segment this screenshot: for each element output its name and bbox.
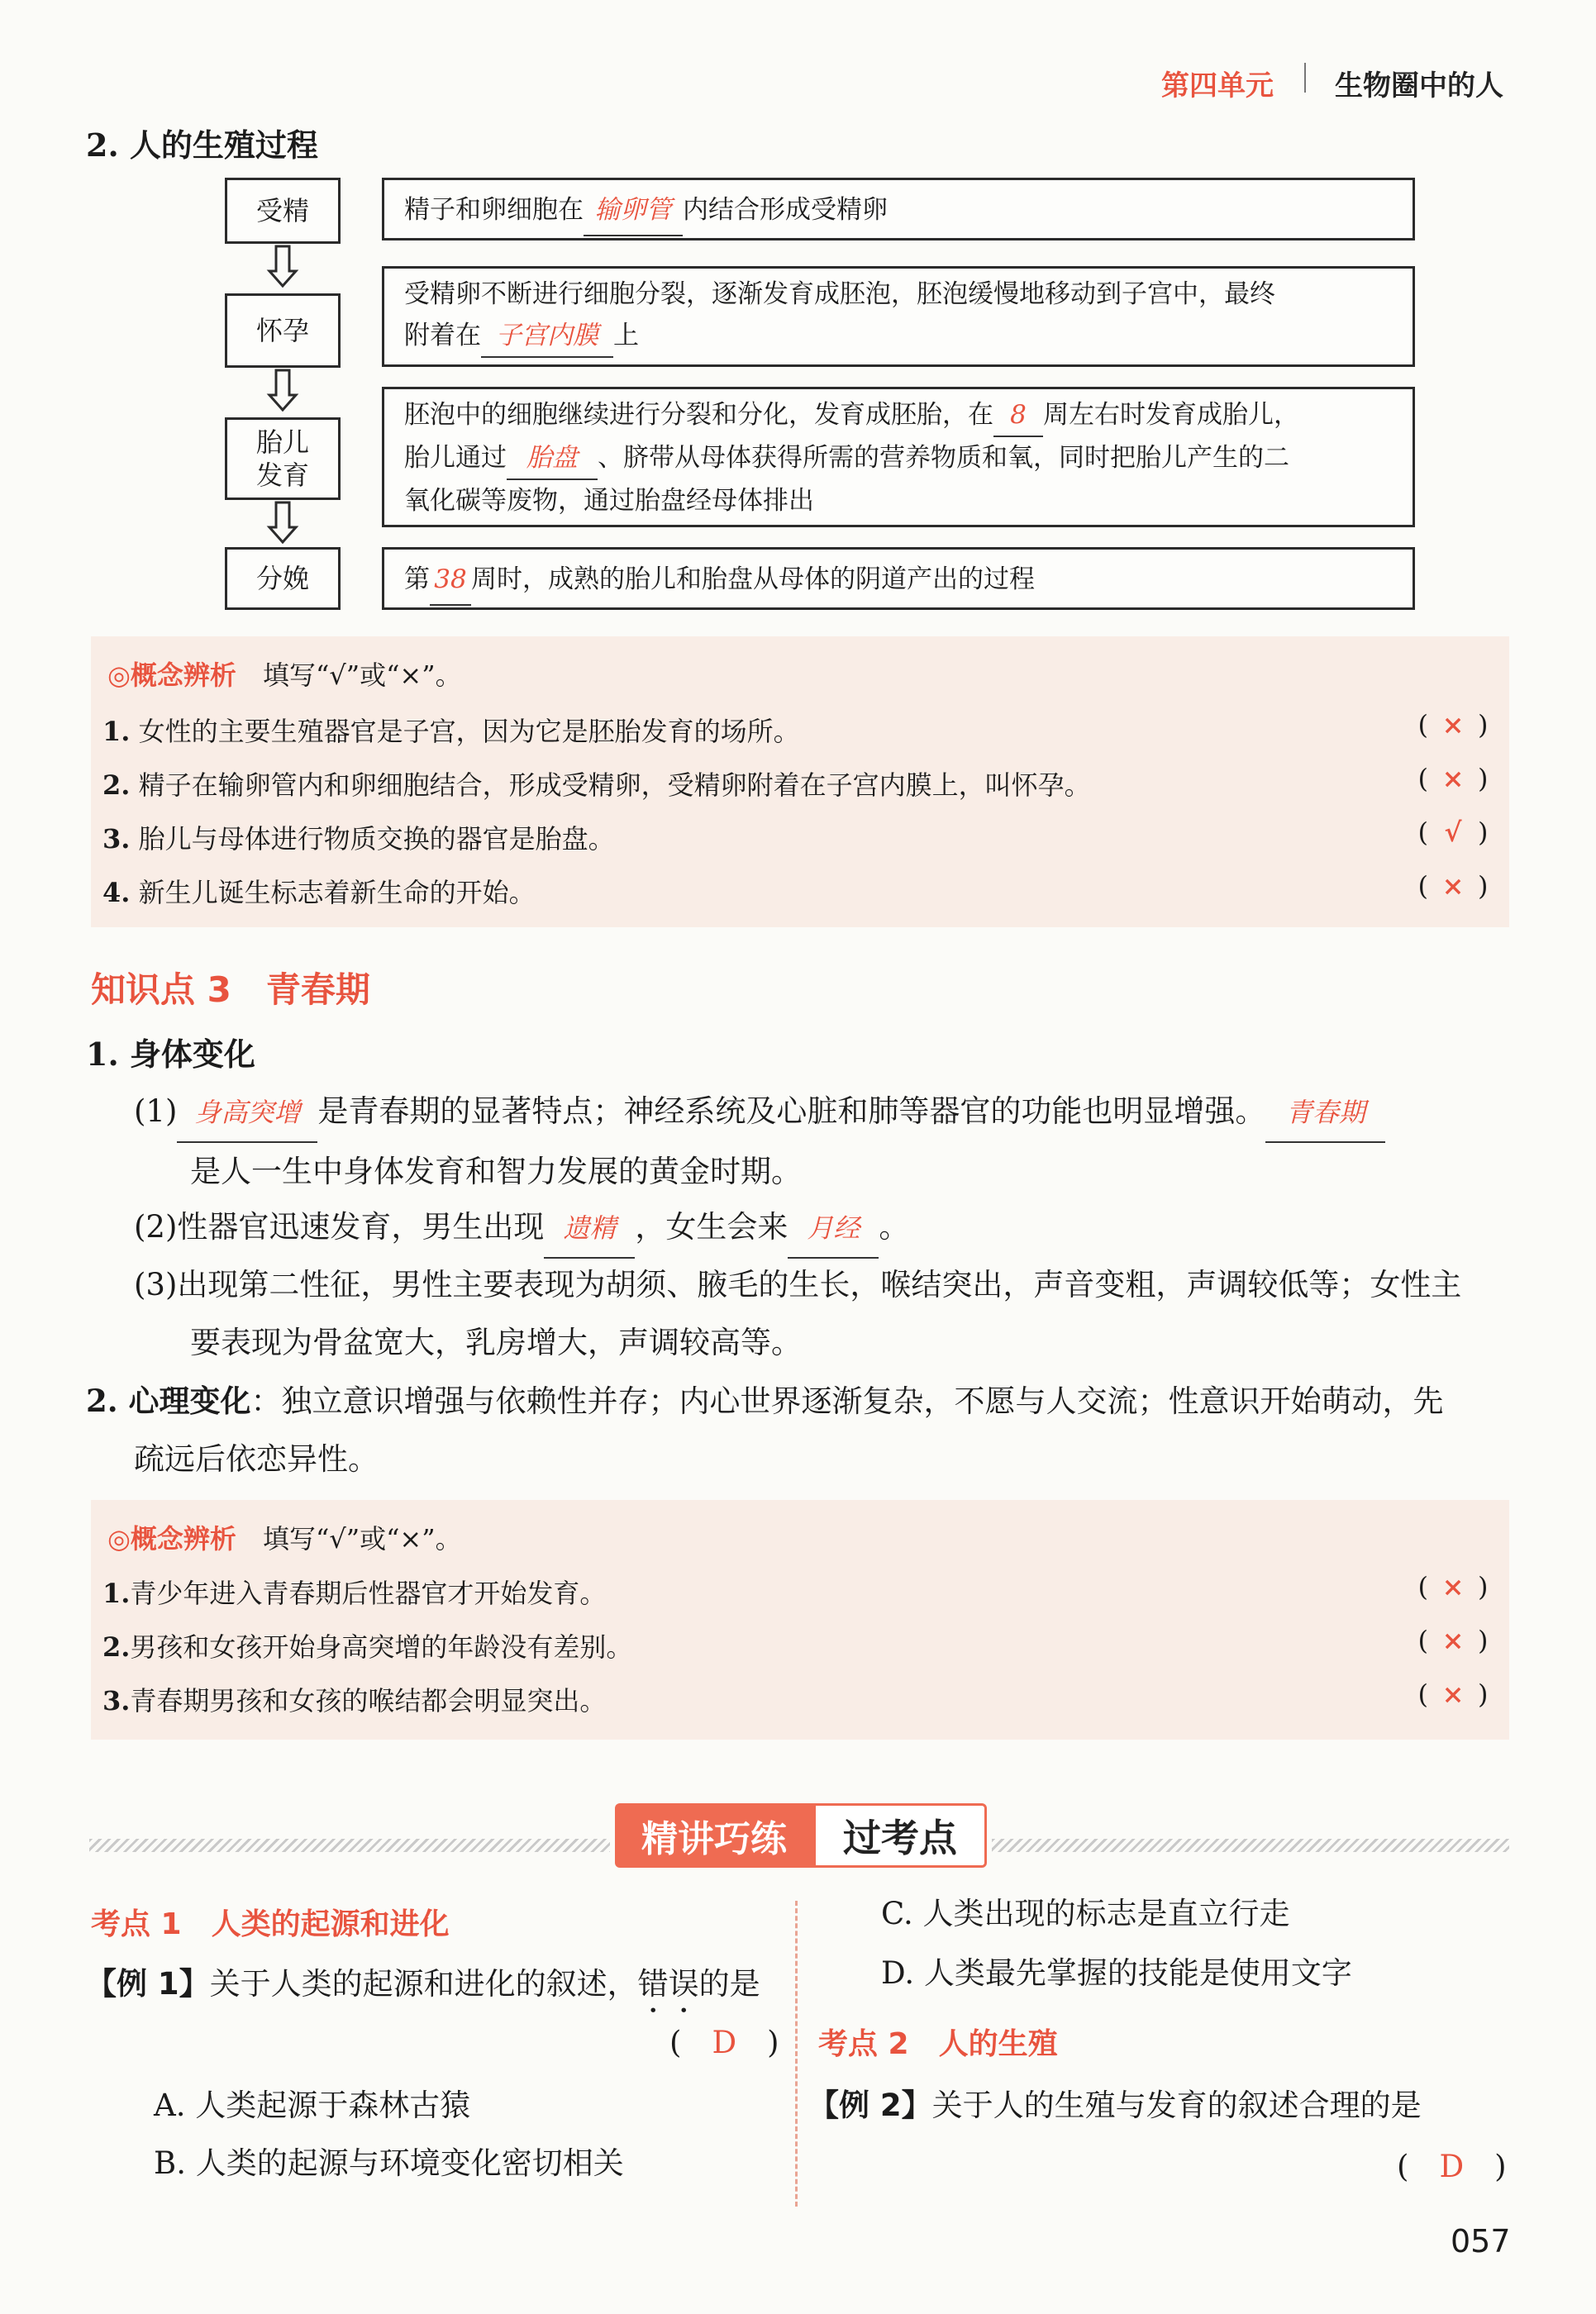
concept-check-box <box>91 636 1509 927</box>
concept-item: 2. 精子在输卵管内和卵细胞结合，形成受精卵，受精卵附着在子宫内膜上，叫怀孕。 <box>102 769 1091 801</box>
answer-blank: 8 <box>993 394 1043 437</box>
concept-item: 1.青少年进入青春期后性器官才开始发育。 <box>102 1578 607 1609</box>
subsection-title: 1. 身体变化 <box>86 1036 255 1073</box>
stage-fetal-development: 胎儿 发育 <box>225 417 341 500</box>
example-question: 【例 2】关于人的生殖与发育的叙述合理的是 <box>808 2088 1422 2123</box>
concept-item: 3.青春期男孩和女孩的喉结都会明显突出。 <box>102 1685 607 1716</box>
answer-parens: ( × ) <box>1417 1625 1489 1656</box>
answer-blank: 身高突增 <box>177 1083 317 1143</box>
answer-parens: ( D ) <box>1397 2149 1507 2184</box>
divider-hatch <box>992 1839 1509 1852</box>
header-divider <box>1304 63 1306 93</box>
answer-parens: ( × ) <box>1417 1571 1489 1602</box>
answer-parens: ( × ) <box>1417 1678 1489 1710</box>
paragraph-1: (1) 身高突增 是青春期的显著特点；神经系统及心脏和肺等器官的功能也明显增强。 青春期 是人一生中身体发育和智力发展的黄金时期。 <box>134 1083 1514 1201</box>
concept-item: 4. 新生儿诞生标志着新生命的开始。 <box>102 877 536 908</box>
concept-check-box <box>91 1500 1509 1740</box>
option-b: B. 人类的起源与环境变化密切相关 <box>154 2145 624 2181</box>
banner-section-subtitle: 过考点 <box>813 1803 987 1868</box>
page-number: 057 <box>1451 2223 1511 2259</box>
answer-blank: 子宫内膜 <box>481 315 613 358</box>
answer-parens: ( × ) <box>1417 709 1489 740</box>
section-title: 2. 人的生殖过程 <box>86 126 318 164</box>
down-arrow-icon <box>266 245 299 288</box>
psychological-change: 2. 心理变化：独立意识增强与依赖性并存；内心世界逐渐复杂，不愿与人交流；性意识开始萌动，先 疏远后依恋异性。 <box>86 1383 1444 1477</box>
stage-delivery: 分娩 <box>225 547 341 610</box>
option-d: D. 人类最先掌握的技能是使用文字 <box>881 1955 1352 1991</box>
pregnancy-description: 受精卵不断进行细胞分裂，逐渐发育成胚泡，胚泡缓慢地移动到子宫中，最终 附着在 子宫内膜 上 <box>382 266 1415 367</box>
divider-hatch <box>89 1839 610 1852</box>
chapter-title: 生物圈中的人 <box>1335 69 1503 102</box>
answer-parens: ( D ) <box>669 2025 779 2060</box>
answer-blank: 月经 <box>788 1199 879 1259</box>
answer-parens: ( × ) <box>1417 870 1489 902</box>
answer-blank: 输卵管 <box>584 185 683 236</box>
example-question: 【例 1】关于人类的起源和进化的叙述，错误的是 <box>86 1966 760 2002</box>
answer-parens: ( × ) <box>1417 763 1489 794</box>
answer-parens: ( √ ) <box>1417 817 1489 848</box>
answer-letter: D <box>1439 2149 1465 2184</box>
exam-point-title: 考点 1 人类的起源和进化 <box>91 1907 450 1941</box>
option-c: C. 人类出现的标志是直立行走 <box>881 1896 1290 1931</box>
paragraph-2: (2)性器官迅速发育，男生出现 遗精 ，女生会来 月经 。 <box>134 1198 1514 1259</box>
stage-pregnancy: 怀孕 <box>225 293 341 368</box>
paragraph-3: (3)出现第二性征，男性主要表现为胡须、腋毛的生长，喉结突出，声音变粗，声调较低等；女性主 要表现为骨盆宽大，乳房增大，声调较高等。 <box>134 1267 1462 1360</box>
delivery-description: 第 38 周时，成熟的胎儿和胎盘从母体的阴道产出的过程 <box>382 547 1415 610</box>
exam-point-title: 考点 2 人的生殖 <box>818 2027 1058 2061</box>
unit-label: 第四单元 <box>1161 69 1274 102</box>
column-divider <box>795 1901 798 2207</box>
concept-item: 1. 女性的主要生殖器官是子宫，因为它是胚胎发育的场所。 <box>102 716 800 747</box>
answer-blank: 遗精 <box>544 1199 635 1259</box>
stage-fertilization: 受精 <box>225 178 341 244</box>
answer-blank: 胎盘 <box>507 437 598 480</box>
banner-section-label: 精讲巧练 <box>615 1803 813 1868</box>
down-arrow-icon <box>266 369 299 412</box>
down-arrow-icon <box>266 501 299 544</box>
concept-check-heading: ◎概念辨析 填写“√”或“×”。 <box>107 659 462 691</box>
fertilization-description: 精子和卵细胞在 输卵管 内结合形成受精卵 <box>382 178 1415 240</box>
answer-blank: 38 <box>430 555 471 606</box>
concept-item: 3. 胎儿与母体进行物质交换的器官是胎盘。 <box>102 823 615 855</box>
concept-check-heading: ◎概念辨析 填写“√”或“×”。 <box>107 1523 462 1555</box>
knowledge-point-title: 知识点 3 青春期 <box>91 969 370 1010</box>
option-a: A. 人类起源于森林古猿 <box>154 2088 471 2123</box>
answer-letter: D <box>712 2025 737 2060</box>
answer-blank: 青春期 <box>1265 1083 1385 1143</box>
concept-item: 2.男孩和女孩开始身高突增的年龄没有差别。 <box>102 1631 633 1663</box>
fetal-development-description: 胚泡中的细胞继续进行分裂和分化，发育成胚胎，在 8 周左右时发育成胎儿， 胎儿通过 胎盘 、脐带从母体获得所需的营养物质和氧，同时把胎儿产生的二 氧化碳等废物，通过胎盘经母体排出 <box>382 387 1415 527</box>
